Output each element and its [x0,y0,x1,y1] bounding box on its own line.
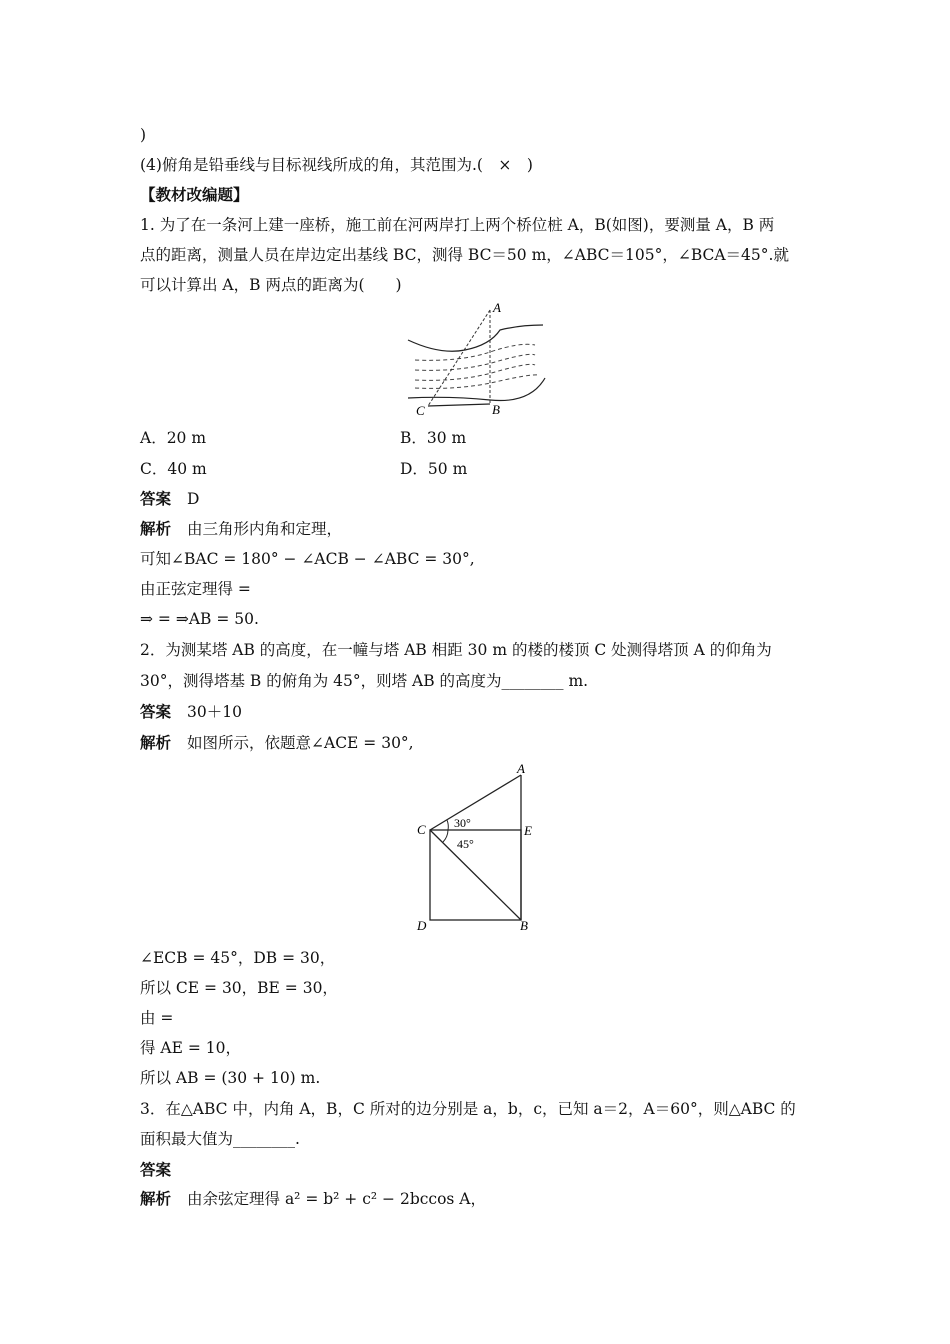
label-A: A [493,300,501,315]
explanation-line: 所以 CE = 30，BE = 30， [140,979,338,997]
explanation-label: 解析 [140,519,172,538]
answer-label: 答案 [140,1160,172,1179]
explanation-line: 由正弦定理得 = [140,580,251,598]
label-C: C [416,403,425,418]
option-b: B．30 m [400,429,467,447]
question-3-line: 面积最大值为________. [140,1130,300,1148]
text-line: ) [140,126,147,144]
option-c: C．40 m [140,460,207,478]
explanation-text: 如图所示，依题意∠ACE = 30°, [187,734,414,752]
explanation-line [140,1189,486,1209]
label-B: B [492,402,500,417]
question-1-line: 点的距离，测量人员在岸边定出基线 BC，测得 BC＝50 m，∠ABC＝105°，∠BCA＝45°.就 [140,246,789,264]
label-D: D [417,918,427,933]
angle-30-label: 30° [454,816,471,830]
answer-line [140,1160,187,1180]
explanation-text: 由余弦定理得 a² = b² + c² − 2bccos A， [187,1190,487,1208]
section-title: 【教材改编题】 [140,185,249,204]
explanation-text: 由三角形内角和定理， [187,520,343,538]
question-3-line: 3．在△ABC 中，内角 A，B，C 所对的边分别是 a，b，c，已知 a＝2，A＝60°，则△ABC 的 [140,1100,796,1118]
answer-label: 答案 [140,489,172,508]
explanation-line: 得 AE = 10， [140,1039,241,1057]
explanation-label: 解析 [140,1189,172,1208]
explanation-line: 所以 AB = (30 + 10) m. [140,1069,321,1087]
label-B: B [520,918,528,933]
option-d: D．50 m [400,460,468,478]
explanation-line: ∠ECB = 45°，DB = 30， [140,949,336,967]
label-A: A [517,761,525,776]
option-a: A．20 m [140,429,207,447]
answer-line [140,702,242,722]
river-figure [400,300,550,418]
answer-value: D [187,490,200,508]
answer-line [140,489,199,509]
label-C: C [417,822,426,837]
explanation-line: 由 = [140,1009,174,1027]
explanation-line [140,733,414,753]
tower-figure [410,760,540,938]
explanation-line: ⇒ = ⇒AB = 50. [140,610,259,628]
angle-45-label: 45° [457,837,474,851]
question-1-line: 可以计算出 A，B 两点的距离为( ) [140,276,402,294]
explanation-label: 解析 [140,733,172,752]
explanation-line: 可知∠BAC = 180° − ∠ACB − ∠ABC = 30°, [140,550,475,568]
text-line: (4)俯角是铅垂线与目标视线所成的角，其范围为.( × ) [140,156,533,174]
label-E: E [524,823,532,838]
answer-label: 答案 [140,702,172,721]
explanation-line [140,519,342,539]
question-1-line: 1. 为了在一条河上建一座桥，施工前在河两岸打上两个桥位桩 A，B(如图)，要测量 A，B 两 [140,216,775,234]
question-2-line: 30°，测得塔基 B 的俯角为 45°，则塔 AB 的高度为________ m. [140,672,589,690]
answer-value: 30＋10 [187,703,242,721]
question-2-line: 2．为测某塔 AB 的高度，在一幢与塔 AB 相距 30 m 的楼的楼顶 C 处测得塔顶 A 的仰角为 [140,641,772,659]
